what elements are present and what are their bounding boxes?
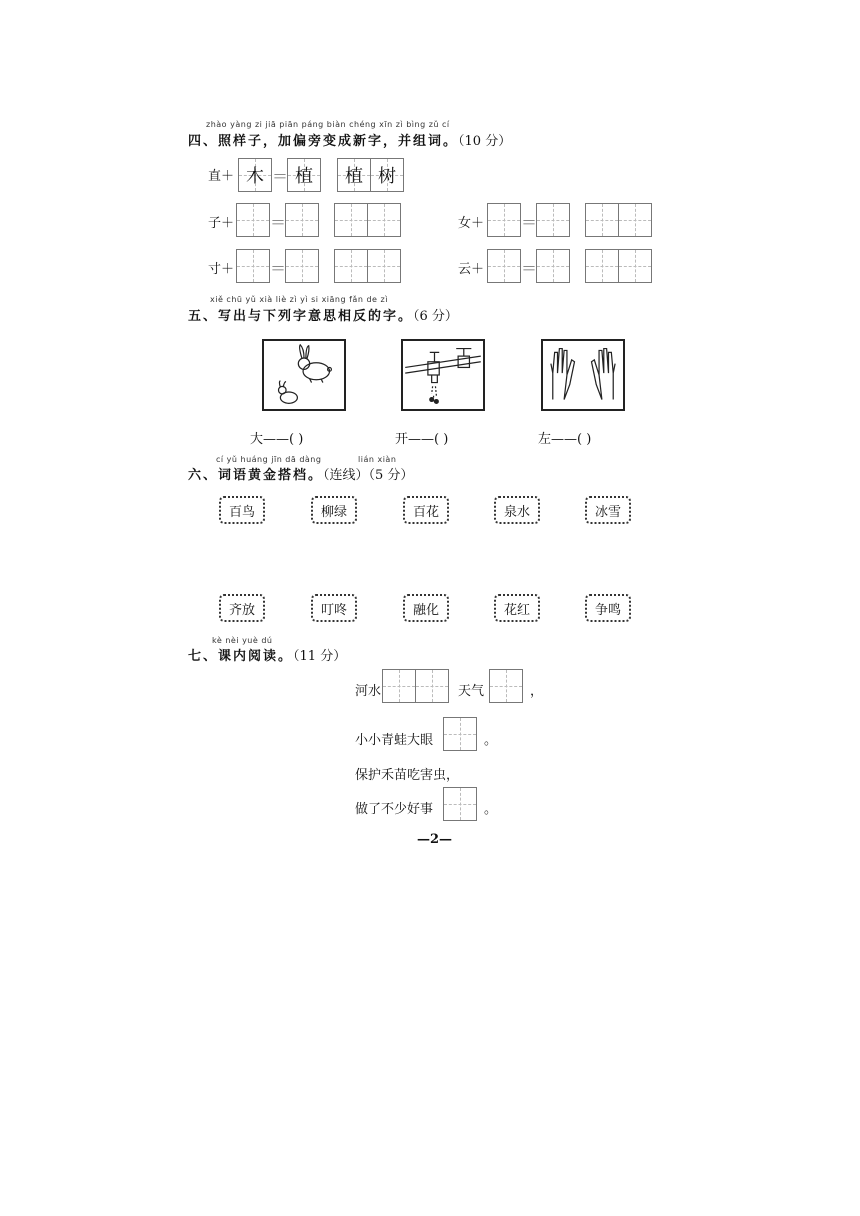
section7-score: （11 分） (293, 649, 347, 664)
example-radical: 木 (246, 166, 264, 187)
section6-score: （连线）（5 分） (323, 468, 414, 483)
row-yun-result-box[interactable] (536, 249, 570, 283)
row-zi-radical-box[interactable] (236, 203, 270, 237)
reading-blank-3[interactable] (443, 717, 477, 751)
example-eq: ＝ (272, 167, 289, 186)
example-radical-box (238, 158, 272, 192)
example-base: 直＋ (208, 169, 235, 184)
row-yun-word-box[interactable] (585, 249, 652, 283)
row-zi-result-box[interactable] (285, 203, 319, 237)
reading-blank-4[interactable] (443, 787, 477, 821)
hands-icon (541, 339, 625, 411)
match-top-bainiao[interactable]: 百鸟 (219, 496, 265, 524)
match-bottom-qifang[interactable]: 齐放 (219, 594, 265, 622)
reading-blank-1[interactable] (382, 669, 449, 703)
match-bottom-huahong[interactable]: 花红 (494, 594, 540, 622)
row-yun-base: 云＋ (458, 262, 485, 277)
section4-score: （10 分） (458, 134, 512, 149)
section4-pinyin: zhào yàng zi jiā piān páng biàn chéng xīn zì bìng zǔ cí (206, 120, 450, 129)
reading-line2-end: 。 (484, 733, 498, 748)
example-word1: 植 (345, 166, 363, 187)
example-result-box (287, 158, 321, 192)
row-cun-result-box[interactable] (285, 249, 319, 283)
row-nv-result-box[interactable] (536, 203, 570, 237)
match-top-bingxue[interactable]: 冰雪 (585, 496, 631, 524)
row-cun-eq: ＝ (270, 259, 287, 278)
row-nv-base: 女＋ (458, 216, 485, 231)
row-zi-eq: ＝ (270, 213, 287, 232)
row-cun-word-box[interactable] (334, 249, 401, 283)
section7-heading (188, 645, 346, 664)
match-bottom-dingdong[interactable]: 叮咚 (311, 594, 357, 622)
section5-score: （6 分） (413, 309, 458, 324)
row-nv-radical-box[interactable] (487, 203, 521, 237)
reading-line3: 保护禾苗吃害虫， (355, 768, 460, 783)
section4-heading (188, 130, 511, 149)
opposite-kai[interactable]: 开——( ) (395, 432, 449, 447)
page-number: —2— (417, 832, 453, 847)
reading-line1-end: ， (530, 684, 544, 699)
section5-heading (188, 305, 458, 324)
section7-pinyin: kè nèi yuè dú (212, 636, 273, 645)
reading-line2: 小小青蛙大眼 (355, 733, 434, 748)
reading-line1-start: 河水 (355, 684, 382, 699)
reading-line1-mid: 天气 (458, 684, 485, 699)
match-bottom-ronghua[interactable]: 融化 (403, 594, 449, 622)
section5-pinyin: xiě chū yǔ xià liè zì yì si xiāng fǎn de zì (210, 295, 388, 304)
match-top-liulv[interactable]: 柳绿 (311, 496, 357, 524)
section6-title: 六、词语黄金搭档。 (188, 468, 324, 483)
faucet-icon (401, 339, 485, 411)
example-word2: 树 (378, 166, 396, 187)
row-nv-word-box[interactable] (585, 203, 652, 237)
section7-title: 七、课内阅读。 (188, 649, 294, 664)
match-top-quanshui[interactable]: 泉水 (494, 496, 540, 524)
example-word-box (337, 158, 404, 192)
rabbit-icon (262, 339, 346, 411)
section6-heading (188, 464, 413, 483)
row-cun-base: 寸＋ (208, 262, 235, 277)
reading-line4-end: 。 (484, 802, 498, 817)
row-zi-base: 子＋ (208, 216, 235, 231)
opposite-da[interactable]: 大——( ) (250, 432, 304, 447)
reading-line4: 做了不少好事 (355, 802, 434, 817)
row-nv-eq: ＝ (521, 213, 538, 232)
row-yun-radical-box[interactable] (487, 249, 521, 283)
section5-title: 五、写出与下列字意思相反的字。 (188, 309, 414, 324)
section6-pinyin2: lián xiàn (358, 455, 397, 464)
match-top-baihua[interactable]: 百花 (403, 496, 449, 524)
reading-blank-2[interactable] (489, 669, 523, 703)
section4-title: 四、照样子，加偏旁变成新字，并组词。 (188, 134, 459, 149)
row-zi-word-box[interactable] (334, 203, 401, 237)
example-result: 植 (295, 166, 313, 187)
match-bottom-zhengming[interactable]: 争鸣 (585, 594, 631, 622)
row-yun-eq: ＝ (521, 259, 538, 278)
row-cun-radical-box[interactable] (236, 249, 270, 283)
opposite-zuo[interactable]: 左——( ) (538, 432, 592, 447)
section6-pinyin: cí yǔ huáng jīn dā dàng (216, 455, 322, 464)
